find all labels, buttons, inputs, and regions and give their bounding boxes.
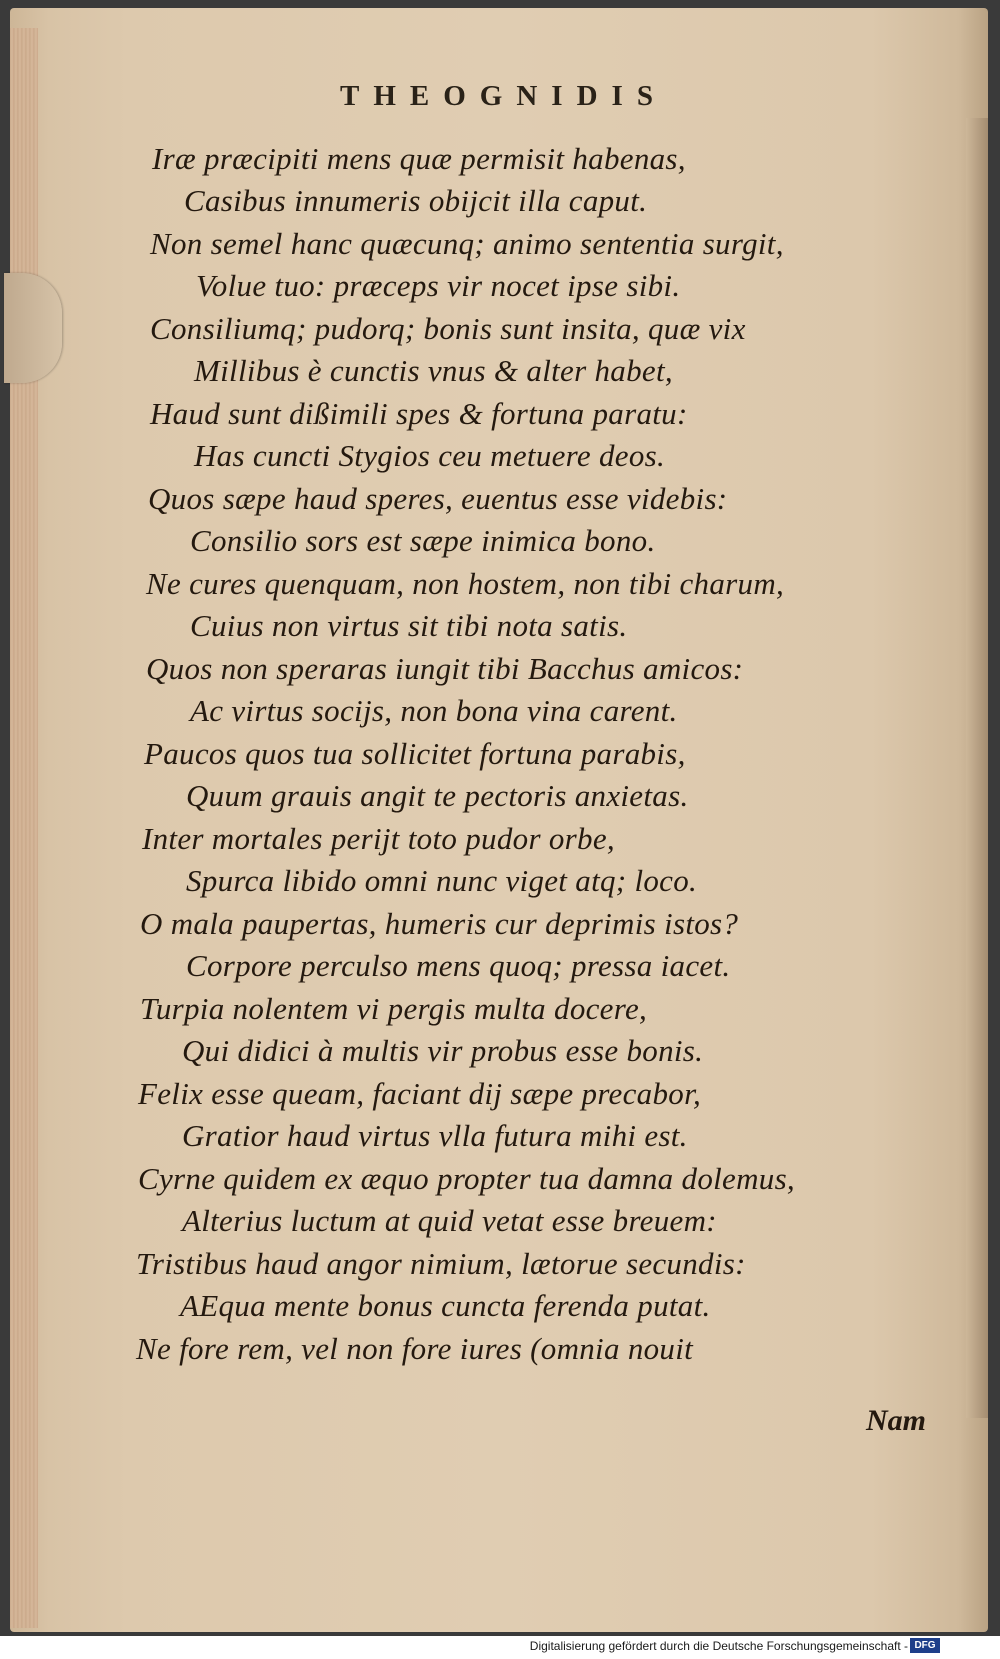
running-head: THEOGNIDIS <box>340 80 667 112</box>
verse-line-5: Consiliumq; pudorq; bonis sunt insita, quæ vix <box>150 311 746 346</box>
verse-line-10: Consilio sors est sæpe inimica bono. <box>190 523 656 558</box>
book-page <box>10 8 988 1632</box>
verse-line-15: Paucos quos tua sollicitet fortuna parabis, <box>144 736 686 771</box>
verse-line-16: Quum grauis angit te pectoris anxietas. <box>186 778 689 813</box>
verse-line-19: O mala paupertas, humeris cur deprimis istos? <box>140 906 739 941</box>
verse-line-18: Spurca libido omni nunc viget atq; loco. <box>186 863 698 898</box>
page-edge-right <box>966 118 988 1418</box>
verse-line-9: Quos sæpe haud speres, euentus esse videbis: <box>148 481 728 516</box>
book-clip <box>4 273 62 383</box>
footer-bar <box>0 1636 1000 1659</box>
page-edge-left <box>10 28 38 1628</box>
verse-line-23: Felix esse queam, faciant dij sæpe precabor, <box>138 1076 702 1111</box>
verse-line-29: Ne fore rem, vel non fore iures (omnia nouit <box>136 1331 694 1366</box>
verse-line-6: Millibus è cunctis vnus & alter habet, <box>194 353 673 388</box>
catchword: Nam <box>866 1404 926 1437</box>
verse-line-12: Cuius non virtus sit tibi nota satis. <box>190 608 628 643</box>
verse-line-1: Iræ præcipiti mens quæ permisit habenas, <box>152 141 686 176</box>
verse-line-22: Qui didici à multis vir probus esse bonis. <box>182 1033 704 1068</box>
verse-line-3: Non semel hanc quæcunq; animo sententia surgit, <box>150 226 784 261</box>
verse-line-13: Quos non speraras iungit tibi Bacchus amicos: <box>146 651 744 686</box>
verse-line-28: AEqua mente bonus cuncta ferenda putat. <box>180 1288 711 1323</box>
verse-line-2: Casibus innumeris obijcit illa caput. <box>184 183 648 218</box>
verse-line-25: Cyrne quidem ex æquo propter tua damna dolemus, <box>138 1161 795 1196</box>
verse-line-8: Has cuncti Stygios ceu metuere deos. <box>194 438 666 473</box>
verse-line-20: Corpore perculso mens quoq; pressa iacet. <box>186 948 731 983</box>
digitization-credit: Digitalisierung gefördert durch die Deutsche Forschungsgemeinschaft - <box>529 1639 908 1653</box>
verse-line-24: Gratior haud virtus vlla futura mihi est. <box>182 1118 688 1153</box>
verse-line-26: Alterius luctum at quid vetat esse breuem: <box>182 1203 717 1238</box>
verse-line-4: Volue tuo: præceps vir nocet ipse sibi. <box>196 268 681 303</box>
verse-line-14: Ac virtus socijs, non bona vina carent. <box>190 693 678 728</box>
verse-line-11: Ne cures quenquam, non hostem, non tibi charum, <box>146 566 785 601</box>
dfg-logo-icon: DFG <box>910 1638 940 1653</box>
verse-line-7: Haud sunt dißimili spes & fortuna paratu: <box>150 396 688 431</box>
verse-line-21: Turpia nolentem vi pergis multa docere, <box>140 991 648 1026</box>
verse-line-17: Inter mortales perijt toto pudor orbe, <box>142 821 615 856</box>
verse-line-27: Tristibus haud angor nimium, lætorue secundis: <box>136 1246 746 1281</box>
